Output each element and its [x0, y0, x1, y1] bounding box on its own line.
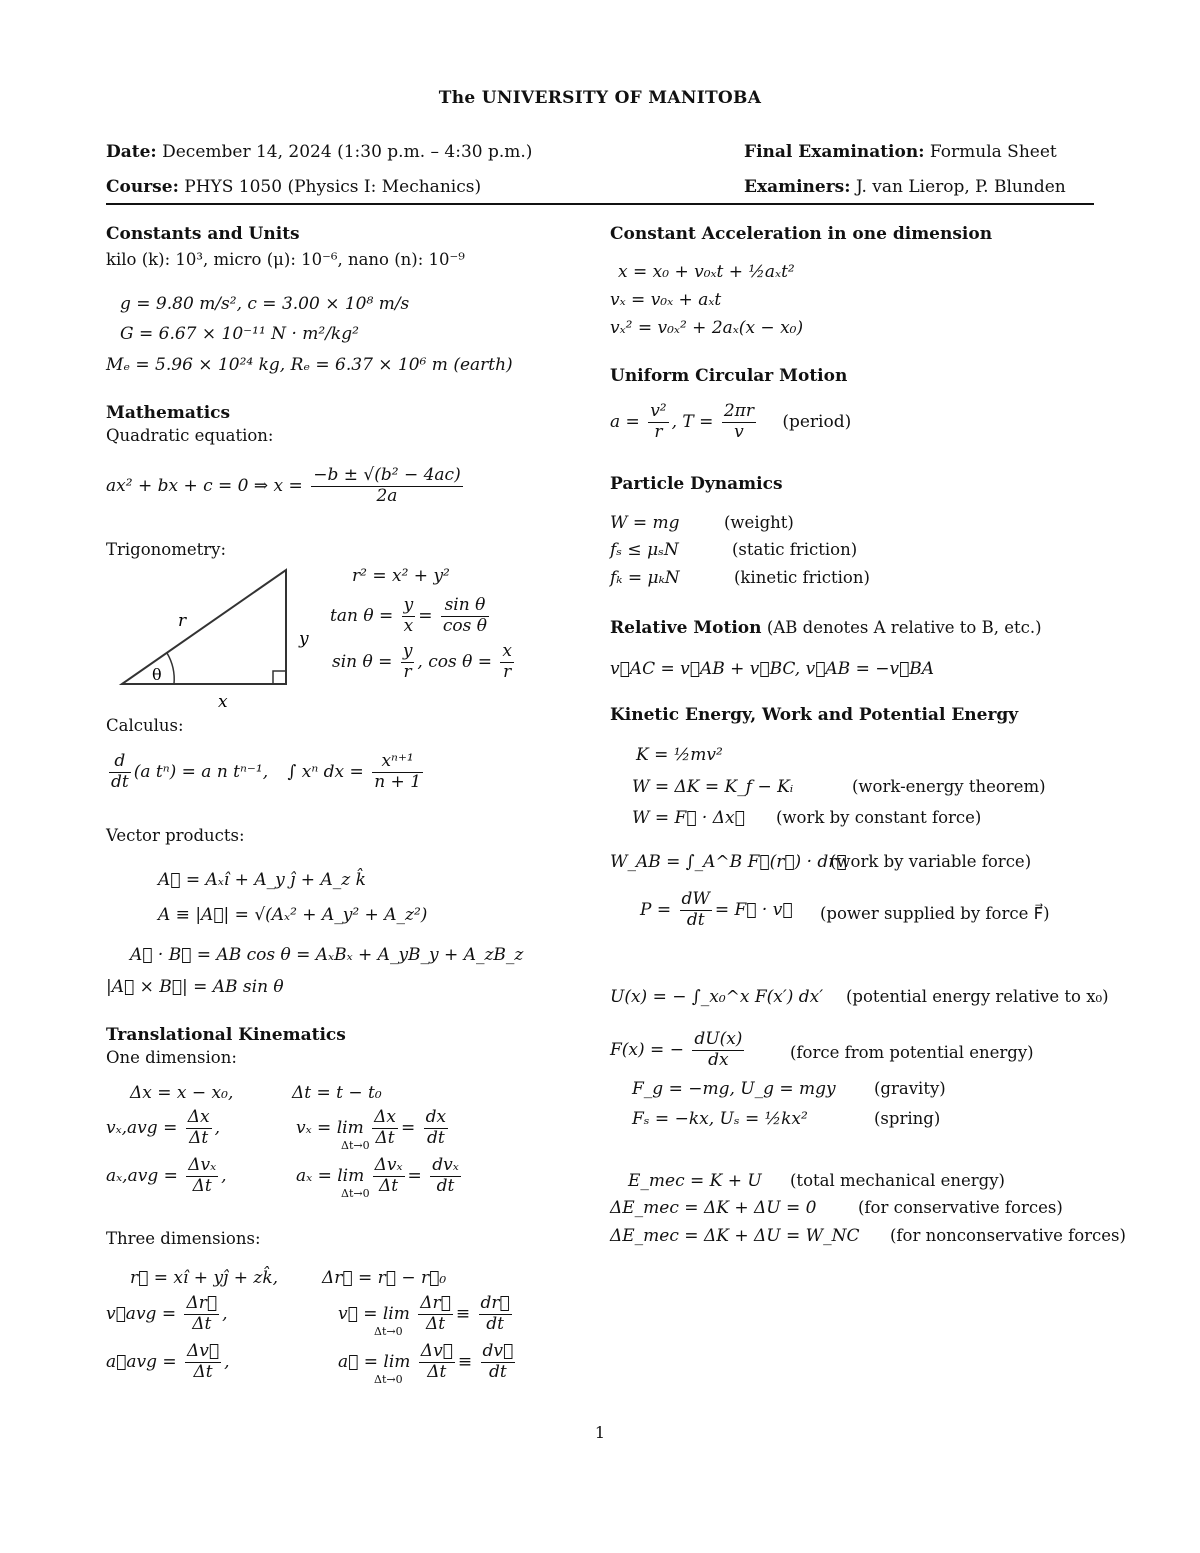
- ainst3-d2: dt: [489, 1361, 507, 1382]
- vinst-n1: Δx: [374, 1107, 396, 1127]
- vinst-d1: Δt: [375, 1127, 395, 1148]
- constants-eq-2: G = 6.67 × 10⁻¹¹ N · m²/kg²: [120, 324, 359, 344]
- angle-arc: [167, 653, 174, 684]
- trig-label: Trigonometry:: [106, 540, 227, 559]
- vinst3-d1: Δt: [426, 1313, 446, 1334]
- ainst-n1: Δvₓ: [374, 1155, 403, 1175]
- vinst-frac-2: [424, 1108, 448, 1148]
- course-value: PHYS 1050 (Physics I: Mechanics): [184, 177, 482, 197]
- ainst-d2: dt: [436, 1175, 455, 1196]
- ainst-frac-1: [373, 1156, 405, 1196]
- vavg-lhs: vₓ,avg =: [106, 1118, 178, 1139]
- vinst-d2: dt: [427, 1127, 445, 1148]
- relative-motion-note: (AB denotes A relative to B, etc.): [766, 618, 1042, 637]
- relative-motion-eq: v⃗AC = v⃗AB + v⃗BC, v⃗AB = −v⃗BA: [610, 659, 935, 679]
- ainst-limit: Δt→0: [341, 1187, 370, 1200]
- energy-note-5: (power supplied by force F⃗): [820, 904, 1050, 923]
- energy-note-11: (for conservative forces): [858, 1198, 1063, 1217]
- course-label: Course:: [106, 177, 179, 197]
- vector-label: Vector products:: [106, 826, 245, 845]
- period-note: (period): [782, 412, 852, 433]
- force-den: dx: [708, 1049, 729, 1070]
- integral-lhs: ∫ xⁿ dx =: [287, 762, 364, 783]
- centripetal-frac: [648, 402, 668, 442]
- energy-eq-6: U(x) = − ∫_x₀^x F(x′) dx′: [610, 987, 824, 1007]
- examiners-line: [744, 177, 1066, 197]
- dynamics-note-1: (weight): [724, 513, 794, 532]
- vavg3-num: Δr⃗: [186, 1293, 218, 1313]
- ainst3-d1: Δt: [427, 1361, 447, 1382]
- vinst3-lhs: v⃗ = lim: [338, 1304, 410, 1325]
- const-acc-eq-2: vₓ = v₀ₓ + aₓt: [610, 290, 722, 310]
- page-number: 1: [594, 1423, 606, 1442]
- ainst-frac-2: [430, 1156, 461, 1196]
- deriv-operator: [109, 752, 131, 792]
- calculus-label: Calculus:: [106, 716, 184, 735]
- integral-num: xⁿ⁺¹: [372, 752, 423, 773]
- energy-eq-11: ΔE_mec = ΔK + ΔU = 0: [610, 1198, 817, 1218]
- right-angle-marker: [273, 671, 286, 684]
- quadratic-fraction: [311, 466, 463, 506]
- cos-lhs: , cos θ =: [417, 652, 492, 673]
- dynamics-note-3: (kinetic friction): [734, 568, 870, 587]
- vector-eq-2: A ≡ |A⃗| = √(Aₓ² + A_y² + A_z²): [158, 905, 428, 925]
- tan-d2: cos θ: [442, 615, 487, 636]
- sin-d: r: [403, 661, 412, 682]
- energy-note-8: (gravity): [874, 1079, 946, 1098]
- aavg3-lhs: a⃗avg =: [106, 1352, 177, 1373]
- exam-value: Formula Sheet: [929, 142, 1057, 162]
- ainst3-lhs: a⃗ = lim: [338, 1352, 411, 1373]
- aavg3-den: Δt: [193, 1361, 213, 1382]
- tan-frac-2: [441, 596, 489, 636]
- kin-1d-vinst: vₓ = lim $\frac{\Delta x}{\Delta t}$ = $\frac{dx}{dt}$: [296, 1107, 447, 1148]
- constants-eq-1: g = 9.80 m/s², c = 3.00 × 10⁸ m/s: [120, 294, 410, 314]
- quadratic-lhs: ax² + bx + c = 0 ⇒ x =: [106, 476, 303, 497]
- quadratic-label: Quadratic equation:: [106, 426, 274, 445]
- const-acc-eq-1: x = x₀ + v₀ₓt + ½aₓt²: [618, 262, 795, 282]
- date-line: [106, 142, 532, 162]
- dynamics-eq-1: W = mg: [610, 513, 680, 533]
- energy-note-3: (work by constant force): [776, 808, 982, 827]
- vector-eq-1: A⃗ = Aₓî + A_y ĵ + A_z k̂: [158, 870, 366, 890]
- energy-heading: Kinetic Energy, Work and Potential Energy: [610, 705, 1019, 725]
- vinst3-d2: dt: [486, 1313, 504, 1334]
- kin-1d-aavg: aₓ,avg = $\frac{\text{Δvₓ}}{\Delta t}$ ,: [106, 1155, 227, 1196]
- exam-line: [744, 142, 1057, 162]
- energy-eq-9: Fₛ = −kx, Uₛ = ½kx²: [632, 1109, 808, 1129]
- quadratic-denominator: 2a: [376, 485, 398, 506]
- examiners-value: J. van Lierop, P. Blunden: [855, 177, 1066, 197]
- tan-d1: x: [403, 615, 414, 636]
- power-frac: [680, 890, 712, 930]
- energy-note-4: (work by variable force): [830, 852, 1032, 871]
- triangle-shape: [122, 570, 286, 684]
- vavg-frac: [186, 1108, 212, 1148]
- relative-motion-header: [610, 618, 1042, 638]
- kin-3d-vinst: v⃗ = lim $\frac{\Delta r⃗}{\Delta t}$ ≡ $\frac{dr⃗}{dt}$: [338, 1293, 510, 1334]
- vinst3-n1: Δr⃗: [420, 1293, 451, 1313]
- energy-eq-1: K = ½mv²: [636, 745, 723, 765]
- energy-note-2: (work-energy theorem): [852, 777, 1046, 796]
- energy-eq-7: [610, 1030, 747, 1070]
- sin-n: y: [402, 641, 413, 661]
- deriv-dt: dt: [111, 771, 129, 792]
- date-label: Date:: [106, 142, 157, 162]
- sin-frac: [401, 642, 415, 682]
- tan-frac-1: [402, 596, 416, 636]
- circular-motion-eq: [610, 402, 851, 442]
- period-den: v: [734, 421, 744, 442]
- vavg3-lhs: v⃗avg =: [106, 1304, 177, 1325]
- circular-motion-heading: Uniform Circular Motion: [610, 366, 848, 386]
- const-acc-heading: Constant Acceleration in one dimension: [610, 224, 993, 244]
- energy-note-9: (spring): [874, 1109, 941, 1128]
- page-title: The UNIVERSITY OF MANITOBA: [438, 88, 762, 108]
- energy-eq-8: F_g = −mg, U_g = mgy: [632, 1079, 836, 1099]
- triangle-theta-label: θ: [152, 665, 162, 684]
- power-den: dt: [686, 909, 705, 930]
- constants-heading: Constants and Units: [106, 224, 300, 244]
- energy-eq-12: ΔE_mec = ΔK + ΔU = W_NC: [610, 1226, 860, 1246]
- power-lhs: P =: [640, 900, 672, 921]
- kin-1d-vavg: vₓ,avg = $\frac{\Delta x}{\Delta t}$ ,: [106, 1107, 220, 1148]
- vinst-n2: dx: [425, 1107, 447, 1127]
- header-divider: [106, 203, 1094, 205]
- energy-note-6: (potential energy relative to x₀): [846, 987, 1109, 1006]
- vavg3-den: Δt: [192, 1313, 212, 1334]
- ainst-n2: dvₓ: [432, 1155, 459, 1175]
- vavg-num: Δx: [187, 1107, 210, 1127]
- deriv-expression: (a tⁿ) = a n tⁿ⁻¹,: [133, 762, 269, 783]
- const-acc-eq-3: vₓ² = v₀ₓ² + 2aₓ(x − x₀): [610, 318, 804, 338]
- vinst3-frac-2: [479, 1294, 512, 1334]
- kin-1d-eq-1a: Δx = x − x₀,: [130, 1083, 234, 1103]
- period-num: 2πr: [723, 401, 754, 421]
- force-frac: [692, 1030, 744, 1070]
- particle-dynamics-heading: Particle Dynamics: [610, 474, 783, 494]
- trig-eq-2: tan θ = $\frac{y}{x}$ = $\frac{\text{sin θ}}{\text{cos θ}}$: [330, 595, 487, 636]
- vinst-limit: Δt→0: [341, 1139, 370, 1152]
- examiners-label: Examiners:: [744, 177, 851, 197]
- date-value: December 14, 2024 (1:30 p.m. – 4:30 p.m.): [162, 142, 533, 162]
- three-dimensions-label: Three dimensions:: [106, 1229, 261, 1248]
- vavg3-frac: [184, 1294, 219, 1334]
- trig-eq-1: r² = x² + y²: [352, 566, 450, 586]
- kinematics-heading: Translational Kinematics: [106, 1025, 346, 1045]
- aavg-num: Δvₓ: [188, 1155, 217, 1175]
- course-line: [106, 177, 481, 197]
- math-heading: Mathematics: [106, 403, 231, 423]
- ainst3-limit: Δt→0: [374, 1373, 403, 1386]
- energy-eq-3: W = F⃗ · Δx⃗: [632, 808, 745, 828]
- cos-n: x: [502, 641, 512, 661]
- centripetal-lhs: a =: [610, 412, 640, 433]
- energy-note-12: (for nonconservative forces): [890, 1226, 1126, 1245]
- kin-3d-ainst: a⃗ = lim $\frac{\Delta v⃗}{\Delta t}$ ≡ $\frac{dv⃗}{dt}$: [338, 1341, 514, 1382]
- tan-n1: y: [403, 595, 414, 615]
- vinst-lhs: vₓ = lim: [296, 1118, 364, 1139]
- vector-eq-3: A⃗ · B⃗ = AB cos θ = AₓBₓ + A_yB_y + A_zB_z: [130, 945, 524, 965]
- aavg-den: Δt: [192, 1175, 212, 1196]
- vector-eq-4: |A⃗ × B⃗| = AB sin θ: [106, 977, 284, 997]
- kin-3d-aavg: a⃗avg = $\frac{\Delta v⃗}{\Delta t}$ ,: [106, 1341, 230, 1382]
- vinst3-frac-1: [418, 1294, 453, 1334]
- constants-eq-3: Mₑ = 5.96 × 10²⁴ kg, Rₑ = 6.37 × 10⁶ m (earth): [106, 355, 513, 375]
- sin-lhs: sin θ =: [332, 652, 393, 673]
- calculus-eq: [106, 752, 426, 792]
- energy-note-7: (force from potential energy): [790, 1043, 1034, 1062]
- energy-note-10: (total mechanical energy): [790, 1171, 1005, 1190]
- aavg-frac: [186, 1156, 218, 1196]
- triangle-x-label: x: [218, 692, 228, 710]
- kin-1d-ainst: aₓ = lim $\frac{\text{Δvₓ}}{\Delta t}$ = $\frac{\text{dvₓ}}{dt}$: [296, 1155, 459, 1196]
- exam-label: Final Examination:: [744, 142, 925, 162]
- vavg-den: Δt: [189, 1127, 209, 1148]
- triangle-y-label: y: [299, 629, 309, 649]
- aavg3-num: Δv⃗: [187, 1341, 220, 1361]
- period-lhs: , T =: [671, 412, 714, 433]
- unit-prefixes: kilo (k): 10³, micro (μ): 10⁻⁶, nano (n): 10⁻⁹: [106, 250, 465, 269]
- energy-eq-10: E_mec = K + U: [628, 1171, 762, 1191]
- energy-eq-5: [640, 890, 793, 930]
- integral-den: n + 1: [374, 771, 422, 792]
- aavg-lhs: aₓ,avg =: [106, 1166, 178, 1187]
- power-num: dW: [681, 889, 710, 909]
- energy-eq-4: W_AB = ∫_A^B F⃗(r⃗) · dr⃗: [610, 852, 847, 872]
- right-triangle-diagram: [110, 560, 320, 710]
- one-dimension-label: One dimension:: [106, 1048, 237, 1067]
- dynamics-eq-3: fₖ = μₖN: [610, 568, 680, 588]
- aavg3-frac: [185, 1342, 221, 1382]
- vinst3-n2: dr⃗: [480, 1293, 510, 1313]
- period-frac: [722, 402, 756, 442]
- dynamics-eq-2: fₛ ≤ μₛN: [610, 540, 679, 560]
- vinst3-limit: Δt→0: [374, 1325, 403, 1338]
- power-rhs: = F⃗ · v⃗: [714, 900, 793, 921]
- trig-eq-3: [332, 642, 517, 682]
- tan-n2: sin θ: [441, 596, 489, 617]
- ainst3-frac-1: [419, 1342, 455, 1382]
- centripetal-den: r: [654, 421, 663, 442]
- ainst3-n1: Δv⃗: [420, 1341, 453, 1361]
- ainst3-frac-2: [481, 1342, 516, 1382]
- centripetal-num: v²: [650, 401, 667, 421]
- vinst-frac-1: [372, 1108, 398, 1148]
- kin-3d-vavg: v⃗avg = $\frac{\Delta r⃗}{\Delta t}$ ,: [106, 1293, 228, 1334]
- ainst-lhs: aₓ = lim: [296, 1166, 365, 1187]
- quadratic-formula: [106, 466, 466, 506]
- kin-3d-eq-1a: r⃗ = xî + yĵ + zk̂,: [130, 1268, 279, 1288]
- force-lhs: F(x) = −: [610, 1040, 684, 1061]
- kin-1d-eq-1b: Δt = t − t₀: [292, 1083, 382, 1103]
- ainst-d1: Δt: [379, 1175, 399, 1196]
- kin-3d-eq-1b: Δr⃗ = r⃗ − r⃗₀: [322, 1268, 447, 1288]
- ainst3-n2: dv⃗: [482, 1341, 514, 1361]
- force-num: dU(x): [694, 1029, 743, 1049]
- dynamics-note-2: (static friction): [732, 540, 858, 559]
- relative-motion-heading: Relative Motion: [610, 618, 762, 638]
- deriv-d: d: [109, 752, 131, 773]
- cos-d: r: [503, 661, 512, 682]
- tan-lhs: tan θ =: [330, 606, 394, 627]
- energy-eq-2: W = ΔK = K_f − Kᵢ: [632, 777, 794, 797]
- cos-frac: [500, 642, 514, 682]
- triangle-r-label: r: [178, 611, 187, 631]
- integral-fraction: [372, 752, 423, 792]
- quadratic-numerator: −b ± √(b² − 4ac): [313, 465, 461, 485]
